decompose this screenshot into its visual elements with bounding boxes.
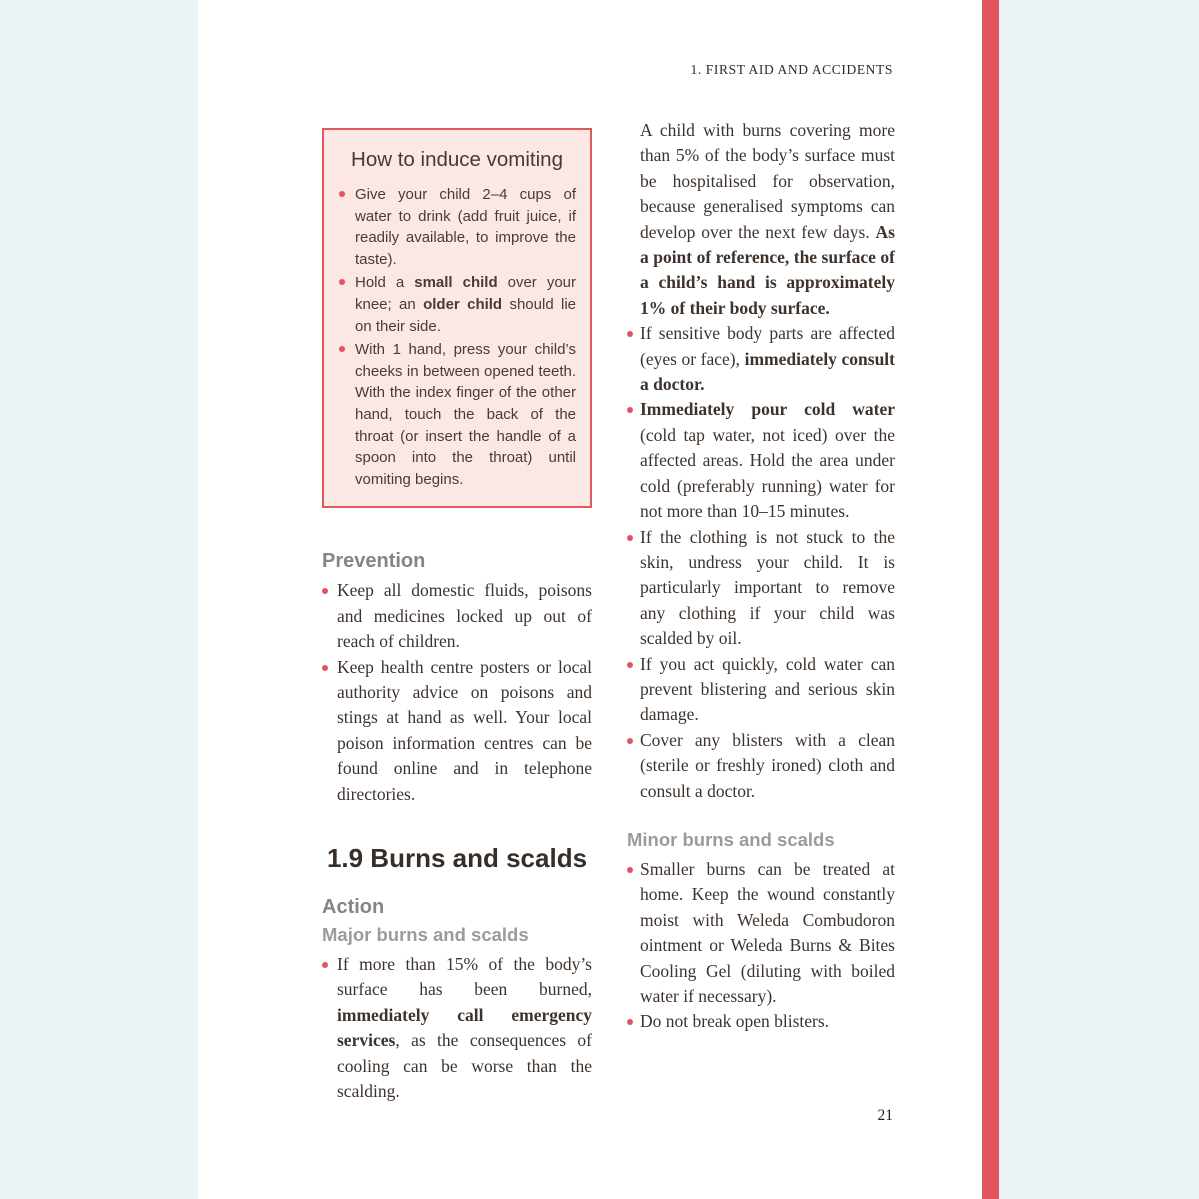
bullet-text: If the clothing is not stuck to the skin, undress your child. It is particularly important to remove any clothing if your child was scalded by oil. [640, 526, 895, 649]
major-burns-bullet-list [322, 952, 592, 1104]
burns-intro-paragraph: A child with burns covering more than 5% of the body’s surface must be hospitalised for observation, because generalised symptoms can develop over the next few days. As a point of reference, the surface of a child’s hand is approximately 1% of their body surface. [640, 120, 895, 318]
info-box-bullet-item [338, 339, 576, 490]
bullet-text: Smaller burns can be treated at home. Keep the wound constantly moist with Weleda Combudoron ointment or Weleda Burns & Bites Cooling Gel (diluting with boiled water if necessary). [640, 858, 895, 1006]
running-header: 1. FIRST AID AND ACCIDENTS [690, 62, 893, 77]
major-burns-bullet-item [322, 952, 592, 1104]
book-page [198, 0, 982, 1199]
page-number: 21 [877, 1107, 893, 1124]
info-box-bullet-item [338, 184, 576, 270]
prevention-bullet-item [322, 655, 592, 807]
right-column [627, 0, 895, 1035]
treatment-bullet-item [627, 525, 895, 652]
minor-burns-bullet-list [627, 857, 895, 1035]
minor-burns-bullet-item [627, 1009, 895, 1034]
treatment-bullet-item [627, 397, 895, 524]
info-box-bullet-item [338, 272, 576, 337]
treatment-bullet-item [627, 321, 895, 397]
bullet-text: Keep all domestic fluids, poisons and medicines locked up out of reach of children. [337, 580, 592, 652]
info-box-title: How to induce vomiting [351, 148, 563, 171]
prevention-heading: Prevention [322, 550, 426, 573]
info-box-bullet-list [338, 184, 576, 490]
action-heading: Action [322, 895, 385, 918]
bullet-text: Cover any blisters with a clean (sterile or freshly ironed) cloth and consult a doctor. [640, 729, 895, 801]
bullet-text: Hold a small child over your knee; an older child should lie on their side. [355, 274, 577, 335]
treatment-bullet-item [627, 652, 895, 728]
left-column [322, 0, 592, 1104]
bullet-text: Immediately pour cold water (cold tap water, not iced) over the affected areas. Hold the area under cold (preferably running) water for not more than 10–15 minutes. [640, 399, 895, 522]
treatment-bullet-item [627, 728, 895, 804]
prevention-bullet-item [322, 578, 592, 654]
bullet-text: Keep health centre posters or local authority advice on poisons and stings at hand as well. Your local poison information centres can be found online and in telephone directories. [337, 656, 592, 804]
bullet-text: If more than 15% of the body’s surface has been burned, immediately call emergency services, as the consequences of cooling can be worse than the scalding. [337, 953, 592, 1101]
major-burns-subheading: Major burns and scalds [322, 923, 529, 945]
burns-treatment-bullet-list [627, 321, 895, 804]
minor-burns-bullet-item [627, 857, 895, 1009]
minor-burns-subheading: Minor burns and scalds [627, 828, 835, 850]
bullet-text: With 1 hand, press your child’s cheeks in between opened teeth. With the index finger of the other hand, touch the back of the throat (or insert the handle of a spoon into the throat) until vomiting begins. [355, 341, 576, 488]
prevention-bullet-list [322, 578, 592, 807]
induce-vomiting-info-box [322, 128, 592, 508]
bullet-text: Give your child 2–4 cups of water to drink (add fruit juice, if readily available, to improve the taste). [355, 186, 576, 268]
bullet-text: If you act quickly, cold water can prevent blistering and serious skin damage. [640, 653, 895, 725]
accent-bar [982, 0, 999, 1199]
section-heading-burns-and-scalds: 1.9 Burns and scalds [326, 842, 588, 873]
bullet-text: If sensitive body parts are affected (eyes or face), immediately consult a doctor. [640, 323, 895, 395]
bullet-text: Do not break open blisters. [640, 1011, 830, 1032]
